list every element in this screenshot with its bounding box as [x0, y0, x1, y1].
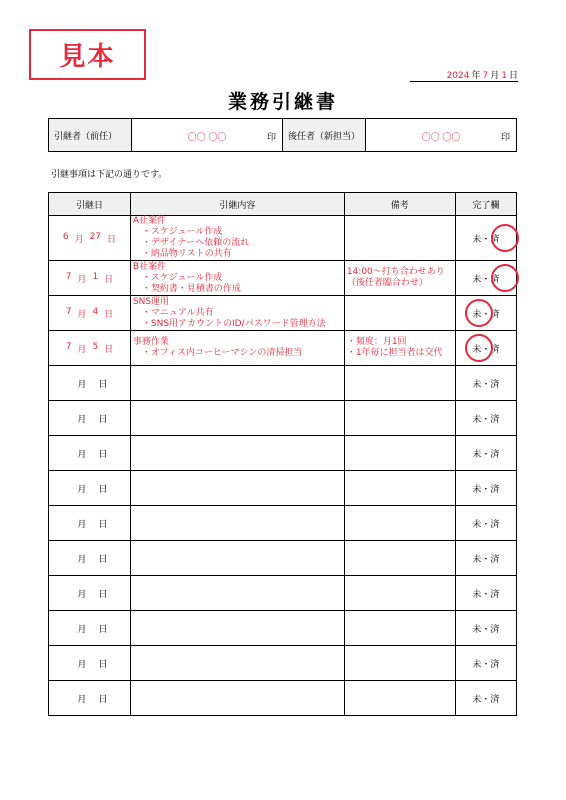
row-content: A社案件 ・スケジュール作成 ・デザイナーへ依頼の流れ ・納品物リストの共有 [132, 216, 250, 259]
row-done: 未・済 [472, 234, 500, 245]
row-day-unit: 日 [98, 414, 108, 425]
remarks-cell[interactable] [344, 576, 455, 611]
row-month-unit: 月 [77, 554, 87, 565]
remarks-cell[interactable] [344, 296, 455, 331]
row-content: 事務作業 ・オフィス内コーヒーマシンの清掃担当 [132, 337, 303, 358]
date-cell[interactable] [49, 646, 131, 681]
done-cell[interactable] [455, 216, 516, 261]
row-day-unit: 日 [98, 484, 108, 495]
date-cell[interactable] [49, 261, 131, 296]
row-month-unit: 月 [77, 589, 87, 600]
page-title: 業務引継書 [227, 91, 338, 113]
remarks-cell[interactable] [344, 471, 455, 506]
row-day-unit: 日 [98, 624, 108, 635]
header-remarks: 備考 [344, 193, 455, 216]
row-month-unit: 月 [77, 624, 87, 635]
content-cell[interactable] [130, 216, 344, 261]
row-month-unit: 月 [77, 379, 87, 390]
from-seal: 印 [266, 133, 276, 143]
date-cell[interactable] [49, 216, 131, 261]
sample-stamp: 見本 [29, 29, 146, 80]
row-done: 未・済 [472, 414, 500, 425]
date-cell[interactable] [49, 541, 131, 576]
table-row [49, 436, 517, 471]
content-cell[interactable] [130, 366, 344, 401]
content-cell[interactable] [130, 261, 344, 296]
remarks-cell[interactable] [344, 261, 455, 296]
row-month-unit: 月 [77, 484, 87, 495]
intro-note: 引継事項は下記の通りです。 [51, 170, 168, 180]
from-label: 引継者（前任） [49, 119, 132, 152]
date-cell[interactable] [49, 436, 131, 471]
row-done: 未・済 [472, 519, 500, 530]
date-cell[interactable] [49, 401, 131, 436]
date-year: 2024 [446, 71, 470, 81]
done-cell[interactable] [455, 646, 516, 681]
row-month-unit: 月 [77, 449, 87, 460]
table-row [49, 331, 517, 366]
remarks-cell[interactable] [344, 506, 455, 541]
row-day-unit: 日 [98, 659, 108, 670]
content-cell[interactable] [130, 541, 344, 576]
row-day-unit: 日 [104, 274, 114, 285]
date-month: 7 [482, 71, 489, 81]
done-cell[interactable] [455, 506, 516, 541]
done-cell[interactable] [455, 611, 516, 646]
done-cell[interactable] [455, 576, 516, 611]
handover-persons-table [48, 118, 517, 152]
date-day: 1 [501, 71, 507, 81]
date-cell[interactable] [49, 506, 131, 541]
row-done: 未・済 [472, 379, 500, 390]
row-month: 6 [62, 231, 69, 242]
content-cell[interactable] [130, 296, 344, 331]
table-row [49, 541, 517, 576]
content-cell[interactable] [130, 576, 344, 611]
remarks-cell[interactable] [344, 401, 455, 436]
table-row [49, 366, 517, 401]
row-day-unit: 日 [104, 309, 114, 320]
table-row [49, 401, 517, 436]
done-circle-mark [491, 224, 519, 252]
remarks-cell[interactable] [344, 216, 455, 261]
row-day-unit: 日 [98, 694, 108, 705]
date-year-unit: 年 [471, 71, 481, 81]
date-cell[interactable] [49, 576, 131, 611]
row-done: 未・済 [472, 589, 500, 600]
row-remarks: ・頻度：月1回 ・1年毎に担当者は交代 [346, 337, 443, 358]
table-row [49, 261, 517, 296]
row-day-unit: 日 [98, 449, 108, 460]
row-done: 未・済 [472, 554, 500, 565]
row-day: 27 [89, 231, 102, 242]
row-done: 未・済 [472, 344, 500, 355]
date-cell[interactable] [49, 681, 131, 716]
row-month: 7 [65, 306, 72, 317]
content-cell[interactable] [130, 506, 344, 541]
table-row [49, 611, 517, 646]
remarks-cell[interactable] [344, 611, 455, 646]
content-cell[interactable] [130, 436, 344, 471]
row-day: 5 [92, 341, 99, 352]
to-seal: 印 [500, 133, 510, 143]
remarks-cell[interactable] [344, 541, 455, 576]
done-cell[interactable] [455, 681, 516, 716]
row-month-unit: 月 [77, 519, 87, 530]
content-cell[interactable] [130, 331, 344, 366]
row-month-unit: 月 [77, 274, 87, 285]
date-day-unit: 日 [508, 71, 518, 81]
table-row [49, 506, 517, 541]
row-done: 未・済 [472, 624, 500, 635]
date-month-unit: 月 [490, 71, 500, 81]
row-month-unit: 月 [77, 344, 87, 355]
remarks-cell[interactable] [344, 436, 455, 471]
row-day: 4 [92, 306, 99, 317]
row-done: 未・済 [472, 694, 500, 705]
row-day-unit: 日 [107, 234, 117, 245]
to-field[interactable] [366, 119, 517, 152]
content-cell[interactable] [130, 681, 344, 716]
row-month-unit: 月 [74, 234, 84, 245]
row-content: SNS運用 ・マニュアル共有 ・SNS用アカウントのID/パスワード管理方法 [132, 296, 326, 329]
row-day-unit: 日 [98, 519, 108, 530]
remarks-cell[interactable] [344, 331, 455, 366]
from-name: 〇〇 〇〇 [187, 133, 227, 143]
to-label: 後任者（新担当） [283, 119, 366, 152]
date-cell[interactable] [49, 366, 131, 401]
table-row [49, 471, 517, 506]
row-done: 未・済 [472, 659, 500, 670]
done-cell[interactable] [455, 541, 516, 576]
row-month-unit: 月 [77, 659, 87, 670]
row-done: 未・済 [472, 484, 500, 495]
document-date [410, 67, 518, 82]
table-row [49, 576, 517, 611]
row-day-unit: 日 [98, 379, 108, 390]
row-month: 7 [65, 341, 72, 352]
done-circle-mark [491, 264, 519, 292]
row-month-unit: 月 [77, 414, 87, 425]
row-month-unit: 月 [77, 309, 87, 320]
row-remarks: 14:00～打ち合わせあり （後任者臨合わせ） [346, 267, 445, 288]
from-field[interactable] [132, 119, 283, 152]
date-cell[interactable] [49, 471, 131, 506]
content-cell[interactable] [130, 401, 344, 436]
done-cell[interactable] [455, 296, 516, 331]
header-content: 引継内容 [130, 193, 344, 216]
row-done: 未・済 [472, 309, 500, 320]
done-cell[interactable] [455, 366, 516, 401]
row-month: 7 [65, 271, 72, 282]
done-circle-mark [465, 299, 493, 327]
header-date: 引継日 [49, 193, 131, 216]
done-cell[interactable] [455, 331, 516, 366]
row-done: 未・済 [472, 449, 500, 460]
done-cell[interactable] [455, 261, 516, 296]
table-row [49, 646, 517, 681]
content-cell[interactable] [130, 646, 344, 681]
table-row [49, 296, 517, 331]
row-day: 1 [92, 271, 99, 282]
content-cell[interactable] [130, 471, 344, 506]
remarks-cell[interactable] [344, 646, 455, 681]
date-cell[interactable] [49, 611, 131, 646]
remarks-cell[interactable] [344, 366, 455, 401]
to-name: 〇〇 〇〇 [421, 133, 461, 143]
date-cell[interactable] [49, 296, 131, 331]
header-done: 完了欄 [455, 193, 516, 216]
row-content: B社案件 ・スケジュール作成 ・契約書・見積書の作成 [132, 261, 241, 294]
done-cell[interactable] [455, 436, 516, 471]
table-row [49, 216, 517, 261]
done-circle-mark [465, 334, 493, 362]
handover-table [48, 192, 517, 716]
content-cell[interactable] [130, 611, 344, 646]
row-day-unit: 日 [98, 554, 108, 565]
row-month-unit: 月 [77, 694, 87, 705]
row-day-unit: 日 [104, 344, 114, 355]
remarks-cell[interactable] [344, 681, 455, 716]
date-cell[interactable] [49, 331, 131, 366]
table-row [49, 681, 517, 716]
row-day-unit: 日 [98, 589, 108, 600]
done-cell[interactable] [455, 471, 516, 506]
done-cell[interactable] [455, 401, 516, 436]
row-done: 未・済 [472, 274, 500, 285]
